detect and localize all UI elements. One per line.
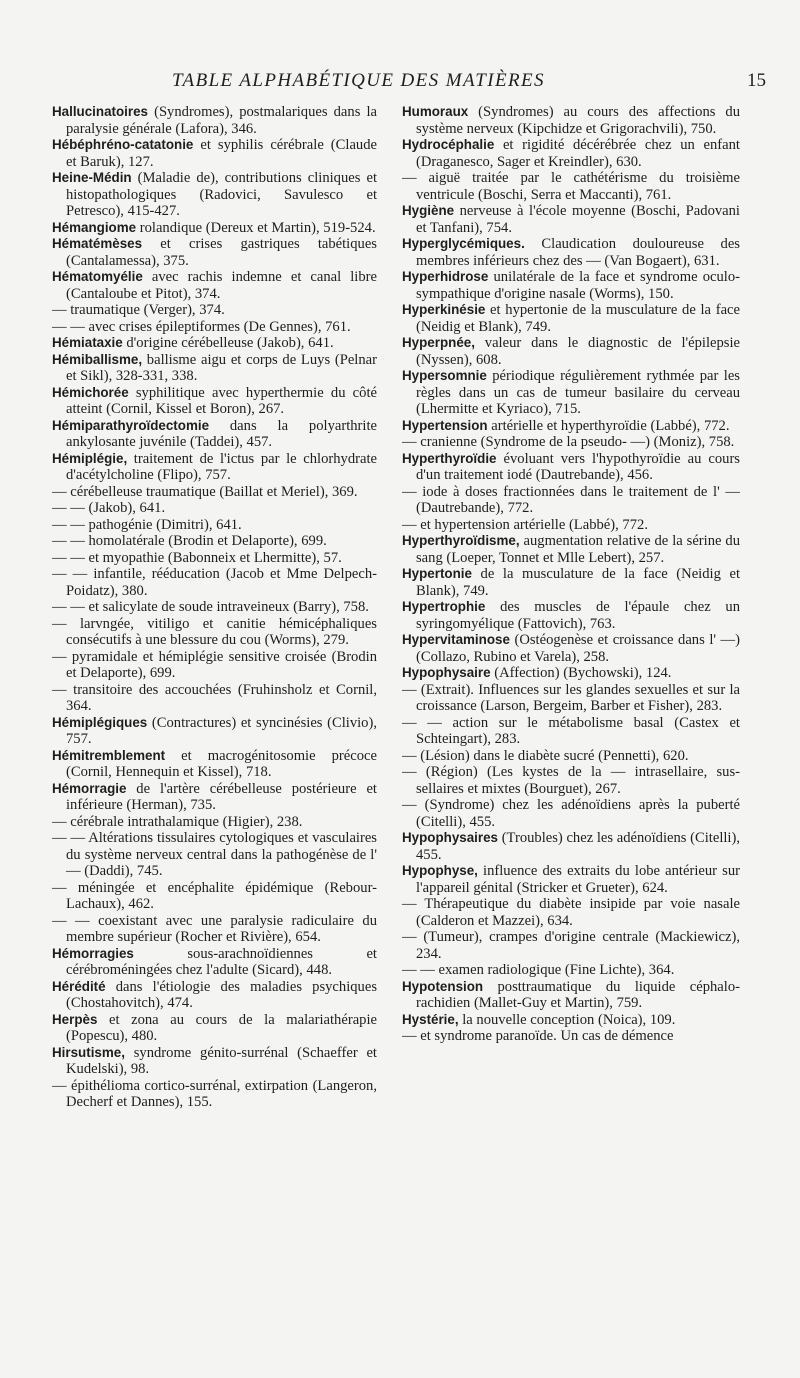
index-entry: [52, 1045, 377, 1078]
index-entry: [402, 896, 740, 929]
entry-text: et crises gastriques tabétiques (Cantalamessa), 375.: [66, 236, 377, 269]
index-entry: [52, 599, 377, 616]
index-entry: [402, 979, 740, 1012]
entry-heading: Hématomyélie: [52, 269, 143, 284]
index-entry: [52, 979, 377, 1012]
entry-text: (Maladie de), contributions cliniques et histopathologiques (Radovici, Savulesco et Petresco), 415-427.: [66, 170, 377, 219]
entry-text: syndrome génito-surrénal (Schaeffer et Kudelski), 98.: [66, 1044, 377, 1077]
entry-text: dans la polyarthrite ankylosante juvénile (Taddei), 457.: [66, 417, 377, 450]
entry-text: avec rachis indemne et canal libre (Cantaloube et Pitot), 374.: [66, 269, 377, 302]
index-entry: [52, 880, 377, 913]
entry-text: — traumatique (Verger), 374.: [52, 302, 225, 318]
index-entry: [52, 319, 377, 336]
index-entry: [52, 682, 377, 715]
entry-heading: Hémorragies: [52, 945, 134, 961]
entry-heading: Heine-Médin: [52, 170, 132, 185]
entry-text: — (Syndrome) chez les adénoïdiens après la puberté (Citelli), 455.: [402, 797, 740, 830]
entry-text: valeur dans le diagnostic de l'épilepsie (Nyssen), 608.: [416, 335, 740, 368]
entry-text: posttraumatique du liquide céphalo-rachidien (Mallet-Guy et Martin), 759.: [416, 978, 740, 1011]
index-entry: [52, 533, 377, 550]
index-entry: [402, 1028, 740, 1045]
page-number: 15: [747, 70, 766, 91]
entry-heading: Hémiplégiques: [52, 714, 148, 730]
entry-text: (Contractures) et syncinésies (Clivio), 757.: [66, 714, 377, 747]
index-entry: [52, 946, 377, 979]
entry-text: unilatérale de la face et syndrome oculo-sympathique d'origine nasale (Worms), 150.: [416, 269, 740, 302]
index-entry: [52, 748, 377, 781]
entry-text: — — (Jakob), 641.: [52, 500, 166, 516]
index-entry: [52, 649, 377, 682]
index-entry: [402, 203, 740, 236]
entry-text: sous-arachnoïdiennes et cérébroméningées chez l'adulte (Sicard), 448.: [66, 945, 377, 978]
entry-heading: Hypervitaminose: [402, 632, 510, 647]
index-column-right: [402, 104, 740, 1045]
running-title: TABLE ALPHABÉTIQUE DES MATIÈRES: [172, 70, 545, 91]
entry-heading: Hypotension: [402, 978, 484, 994]
index-entry: [52, 1078, 377, 1111]
entry-text: — méningée et encéphalite épidémique (Rebour-Lachaux), 462.: [52, 879, 377, 912]
entry-text: de la musculature de la face (Neidig et Blank), 749.: [416, 566, 740, 599]
index-entry: [402, 335, 740, 368]
entry-heading: Hypophysaires: [402, 830, 499, 845]
entry-text: — — infantile, rééducation (Jacob et Mme Delpech-Poidatz), 380.: [52, 566, 377, 599]
index-entry: [402, 929, 740, 962]
entry-heading: Hirsutisme,: [52, 1044, 125, 1060]
entry-text: et rigidité décérébrée chez un enfant (Draganesco, Sager et Kreindler), 630.: [416, 137, 740, 170]
index-column-left: [52, 104, 377, 1111]
index-entry: [52, 302, 377, 319]
index-entry: [402, 566, 740, 599]
entry-heading: Humoraux: [402, 104, 469, 119]
index-entry: [52, 566, 377, 599]
entry-text: de l'artère cérébelleuse postérieure et inférieure (Herman), 735.: [66, 780, 377, 813]
entry-heading: Hérédité: [52, 978, 106, 994]
entry-text: — transitoire des accouchées (Fruhinsholz et Cornil, 364.: [52, 681, 377, 714]
entry-heading: Hémitremblement: [52, 747, 166, 763]
entry-text: — iode à doses fractionnées dans le traitement de l' — (Dautrebande), 772.: [402, 483, 740, 516]
entry-text: et hypertonie de la musculature de la face (Neidig et Blank), 749.: [416, 302, 740, 335]
entry-heading: Hémangiome: [52, 219, 137, 235]
entry-text: — — et salicylate de soude intraveineux (Barry), 758.: [52, 599, 369, 615]
index-entry: [402, 484, 740, 517]
entry-heading: Hypersomnie: [402, 368, 487, 383]
entry-heading: Hémiparathyroïdectomie: [52, 417, 210, 433]
index-entry: [402, 368, 740, 418]
entry-text: rolandique (Dereux et Martin), 519-524.: [136, 219, 376, 236]
entry-text: et macrogénitosomie précoce (Cornil, Hennequin et Kissel), 718.: [66, 747, 377, 780]
index-entry: [402, 797, 740, 830]
entry-text: (Affection) (Bychowski), 124.: [490, 665, 672, 681]
entry-text: des muscles de l'épaule chez un syringomyélique (Fattovich), 763.: [416, 599, 740, 632]
page-header: [0, 70, 800, 96]
index-entry: [52, 104, 377, 137]
index-entry: [402, 863, 740, 896]
index-entry: [402, 764, 740, 797]
entry-text: et syphilis cérébrale (Claude et Baruk), 127.: [66, 137, 377, 170]
index-entry: [402, 715, 740, 748]
index-entry: [52, 715, 377, 748]
entry-heading: Hyperpnée,: [402, 335, 475, 350]
entry-text: (Troubles) chez les adénoïdiens (Citelli), 455.: [416, 830, 740, 863]
index-entry: [402, 418, 740, 435]
entry-text: ballisme aigu et corps de Luys (Pelnar et Sikl), 328-331, 338.: [66, 351, 377, 384]
index-entry: [52, 220, 377, 237]
entry-heading: Hyperglycémiques.: [402, 236, 525, 251]
index-entry: [402, 962, 740, 979]
entry-heading: Hématémèses: [52, 236, 143, 251]
entry-heading: Hyperkinésie: [402, 302, 486, 317]
entry-text: Claudication douloureuse des membres inférieurs chez des — (Van Bogaert), 631.: [416, 236, 740, 269]
index-entry: [52, 781, 377, 814]
index-entry: [52, 269, 377, 302]
index-entry: [52, 550, 377, 567]
index-entry: [52, 335, 377, 352]
index-entry: [52, 352, 377, 385]
index-entry: [52, 484, 377, 501]
index-entry: [52, 1012, 377, 1045]
index-entry: [402, 665, 740, 682]
entry-heading: Hydrocéphalie: [402, 137, 495, 152]
entry-heading: Hypertrophie: [402, 599, 486, 614]
entry-text: — épithélioma cortico-surrénal, extirpation (Langeron, Decherf et Dannes), 155.: [52, 1077, 377, 1110]
entry-heading: Hyperthyroïdie: [402, 450, 497, 466]
entry-heading: Hallucinatoires: [52, 104, 148, 119]
index-entry: [52, 830, 377, 880]
entry-heading: Hypophysaire: [402, 665, 491, 680]
entry-text: — et syndrome paranoïde. Un cas de démence: [402, 1028, 674, 1044]
entry-text: — — action sur le métabolisme basal (Castex et Schteingart), 283.: [402, 714, 740, 747]
index-entry: [402, 599, 740, 632]
entry-text: augmentation relative de la sérine du sang (Loeper, Tonnet et Mlle Lebert), 257.: [416, 533, 740, 566]
entry-heading: Hyperhidrose: [402, 269, 489, 284]
index-entry: [402, 137, 740, 170]
entry-text: la nouvelle conception (Noica), 109.: [458, 1011, 676, 1028]
index-entry: [52, 170, 377, 220]
entry-text: (Syndromes) au cours des affections du système nerveux (Kipchidze et Grigorachvili), 750.: [416, 104, 740, 137]
entry-text: — — homolatérale (Brodin et Delaporte), 699.: [52, 533, 327, 549]
entry-heading: Hypophyse,: [402, 863, 478, 878]
entry-text: syphilitique avec hyperthermie du côté atteint (Cornil, Kissel et Boron), 267.: [66, 384, 377, 417]
index-entry: [402, 682, 740, 715]
index-entry: [402, 269, 740, 302]
entry-text: (Syndromes), postmalariques dans la paralysie générale (Lafora), 346.: [66, 104, 377, 137]
index-entry: [402, 632, 740, 665]
entry-text: — (Tumeur), crampes d'origine centrale (Mackiewicz), 234.: [402, 929, 740, 962]
entry-text: — Thérapeutique du diabète insipide par voie nasale (Calderon et Mazzei), 634.: [402, 896, 740, 929]
entry-text: — — coexistant avec une paralysie radiculaire du membre supérieur (Rocher et Rivière), 654.: [52, 912, 377, 945]
index-entry: [402, 236, 740, 269]
index-entry: [402, 451, 740, 484]
entry-text: périodique régulièrement rythmée par les règles dans un cas de tumeur basilaire du cerveau (Lhermitte et Kyriaco), 715.: [416, 368, 740, 417]
index-entry: [52, 418, 377, 451]
entry-heading: Hémorragie: [52, 780, 127, 796]
entry-text: — larvngée, vitiligo et canitie hémicéphaliques consécutifs à une blessure du cou (Worms), 279.: [52, 615, 377, 648]
entry-heading: Herpès: [52, 1011, 98, 1027]
index-entry: [52, 814, 377, 831]
index-entry: [52, 137, 377, 170]
entry-text: — — Altérations tissulaires cytologiques et vasculaires du système nerveux central dans la pathogénèse de l' — (Daddi), 745.: [52, 830, 377, 879]
entry-heading: Hystérie,: [402, 1011, 459, 1027]
index-entry: [402, 302, 740, 335]
entry-text: — — et myopathie (Babonneix et Lhermitte), 57.: [52, 549, 342, 566]
entry-heading: Hyperthyroïdisme,: [402, 533, 520, 548]
entry-text: — — examen radiologique (Fine Lichte), 364.: [402, 962, 675, 978]
entry-text: — — pathogénie (Dimitri), 641.: [52, 516, 242, 533]
entry-heading: Hémiataxie: [52, 335, 123, 350]
entry-text: — cérébrale intrathalamique (Higier), 238.: [52, 813, 303, 830]
index-entry: [52, 385, 377, 418]
entry-heading: Hémiplégie,: [52, 450, 128, 466]
entry-text: dans l'étiologie des maladies psychiques (Chostahovitch), 474.: [66, 978, 377, 1011]
entry-text: et zona au cours de la malariathérapie (Popescu), 480.: [66, 1011, 377, 1044]
entry-text: — et hypertension artérielle (Labbé), 772.: [402, 516, 648, 533]
entry-text: — (Extrait). Influences sur les glandes sexuelles et sur la croissance (Larson, Bergeim, Barber et Fisher), 283.: [402, 681, 740, 714]
entry-text: artérielle et hyperthyroïdie (Labbé), 772.: [487, 417, 730, 434]
entry-heading: Hémichorée: [52, 384, 129, 400]
index-entry: [402, 104, 740, 137]
entry-heading: Hypertonie: [402, 566, 472, 581]
entry-text: influence des extraits du lobe antérieur sur l'appareil génital (Stricker et Grueter), 624.: [416, 863, 740, 896]
entry-text: — aiguë traitée par le cathétérisme du troisième ventricule (Boschi, Serra et Maccanti), 761.: [402, 170, 740, 203]
index-entry: [402, 170, 740, 203]
entry-text: — pyramidale et hémiplégie sensitive croisée (Brodin et Delaporte), 699.: [52, 648, 377, 681]
entry-text: d'origine cérébelleuse (Jakob), 641.: [122, 335, 334, 351]
entry-text: — cranienne (Syndrome de la pseudo- —) (Moniz), 758.: [402, 434, 735, 450]
index-entry: [402, 434, 740, 451]
entry-text: traitement de l'ictus par le chlorhydrate d'acétylcholine (Flipo), 757.: [66, 450, 377, 483]
entry-text: (Ostéogenèse et croissance dans l' —) (Collazo, Rubino et Varela), 258.: [416, 632, 740, 665]
index-entry: [402, 830, 740, 863]
index-entry: [52, 236, 377, 269]
index-entry: [402, 517, 740, 534]
index-entry: [402, 533, 740, 566]
index-entry: [402, 1012, 740, 1029]
entry-text: — (Région) (Les kystes de la — intrasellaire, sus-sellaires et mixtes (Bourguet), 267.: [402, 764, 740, 797]
entry-heading: Hébéphréno-catatonie: [52, 137, 194, 152]
index-entry: [52, 517, 377, 534]
entry-heading: Hypertension: [402, 417, 488, 433]
index-entry: [402, 748, 740, 765]
entry-text: — — avec crises épileptiformes (De Gennes), 761.: [52, 318, 351, 335]
entry-text: évoluant vers l'hypothyroïdie au cours d'un traitement iodé (Dautrebande), 456.: [416, 450, 740, 483]
entry-heading: Hygiène: [402, 203, 455, 218]
index-entry: [52, 451, 377, 484]
entry-text: nerveuse à l'école moyenne (Boschi, Padovani et Tanfani), 754.: [416, 203, 740, 236]
entry-text: — cérébelleuse traumatique (Baillat et Meriel), 369.: [52, 483, 358, 500]
index-entry: [52, 913, 377, 946]
entry-text: — (Lésion) dans le diabète sucré (Pennetti), 620.: [402, 747, 689, 764]
index-entry: [52, 616, 377, 649]
index-entry: [52, 500, 377, 517]
entry-heading: Hémiballisme,: [52, 351, 143, 367]
